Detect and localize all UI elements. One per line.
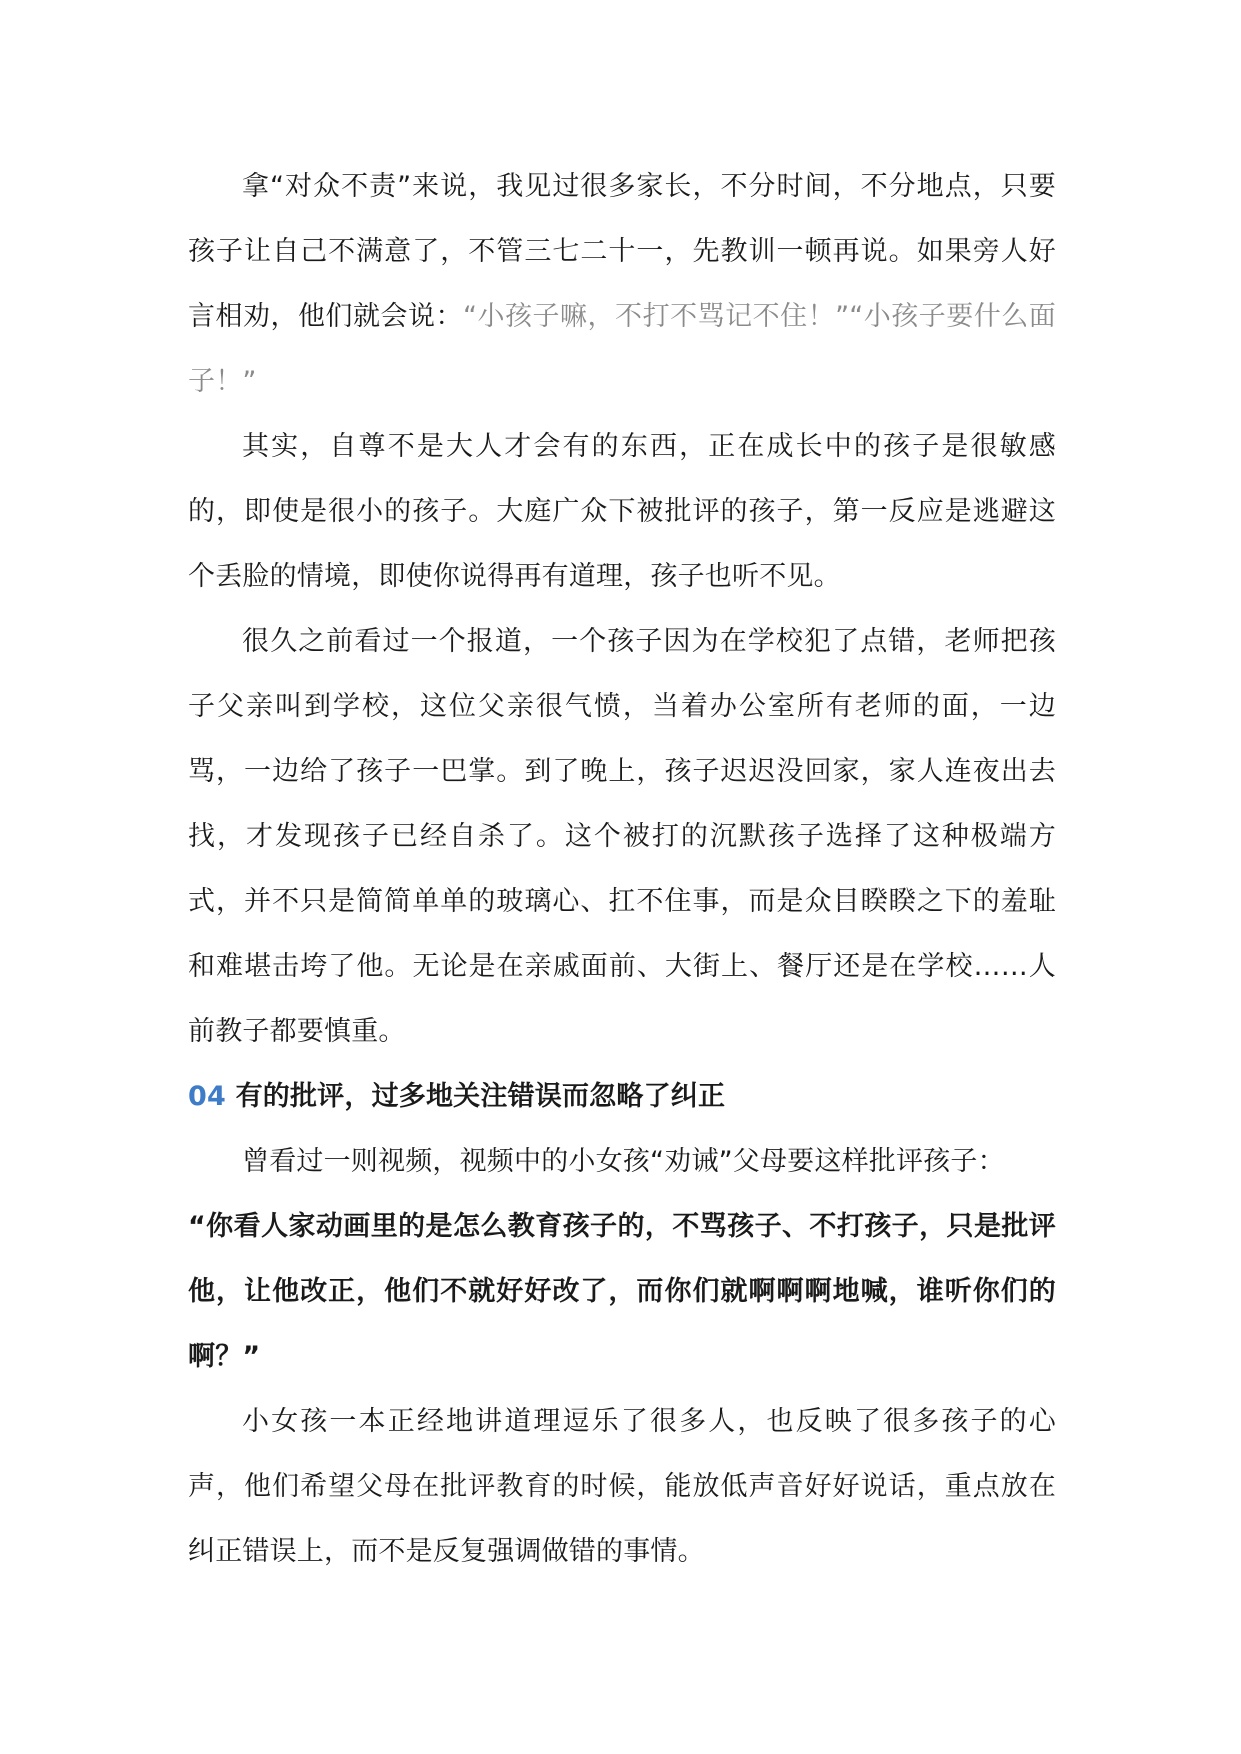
- paragraph-1: [188, 154, 1056, 414]
- article-body: [188, 154, 1056, 1584]
- paragraph-4: 曾看过一则视频，视频中的小女孩“劝诫”父母要这样批评孩子：: [242, 1146, 1005, 1177]
- paragraph-5-quote: “你看人家动画里的是怎么教育孩子的，不骂孩子、不打孩子，只是批评他，让他改正，他们不就好好改了，而你们就啊啊啊地喊，谁听你们的啊？”: [188, 1211, 1056, 1372]
- section-number: 04: [188, 1081, 226, 1112]
- paragraph-1-text: 拿“对众不责”来说，我见过很多家长，不分时间，不分地点，只要孩子让自己不满意了，不管三七二十一，先教训一顿再说。如果旁人好言相劝，他们就会说：: [188, 171, 1056, 332]
- paragraph-2: 其实，自尊不是大人才会有的东西，正在成长中的孩子是很敏感的，即使是很小的孩子。大庭广众下被批评的孩子，第一反应是逃避这个丢脸的情境，即使你说得再有道理，孩子也听不见。: [188, 431, 1056, 592]
- paragraph-1-quote: “小孩子嘛，不打不骂记不住！”“小孩子要什么面子！”: [188, 301, 1057, 397]
- section-heading: [188, 1064, 1056, 1129]
- paragraph-3: 很久之前看过一个报道，一个孩子因为在学校犯了点错，老师把孩子父亲叫到学校，这位父亲很气愤，当着办公室所有老师的面，一边骂，一边给了孩子一巴掌。到了晚上，孩子迟迟没回家，家人连夜出去找，才发现孩子已经自杀了。这个被打的沉默孩子选择了这种极端方式，并不只是简简单单的玻璃心、扛不住事，而是众目睽睽之下的羞耻和难堪击垮了他。无论是在亲戚面前、大街上、餐厅还是在学校……人前教子都要慎重。: [188, 626, 1056, 1047]
- section-heading-text: 有的批评，过多地关注错误而忽略了纠正: [225, 1081, 726, 1112]
- paragraph-6: 小女孩一本正经地讲道理逗乐了很多人，也反映了很多孩子的心声，他们希望父母在批评教育的时候，能放低声音好好说话，重点放在纠正错误上，而不是反复强调做错的事情。: [188, 1406, 1056, 1567]
